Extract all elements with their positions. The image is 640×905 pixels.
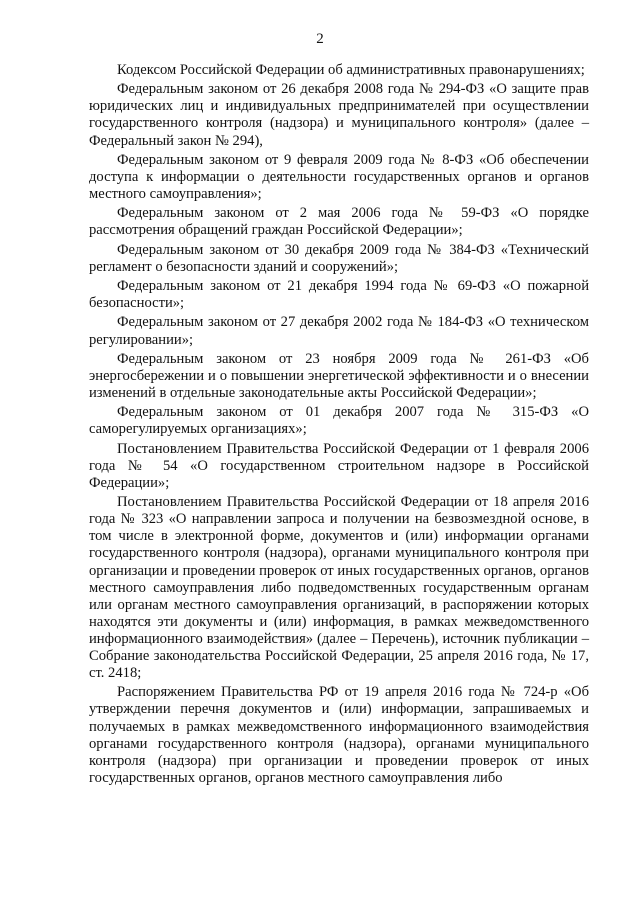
paragraph-law-315: Федеральным законом от 01 декабря 2007 года № 315-ФЗ «О саморегулируемых организациях»; xyxy=(89,404,589,438)
paragraph-law-184: Федеральным законом от 27 декабря 2002 года № 184-ФЗ «О техническом регулировании»; xyxy=(89,314,589,348)
paragraph-law-384: Федеральным законом от 30 декабря 2009 года № 384-ФЗ «Технический регламент о безопасности зданий и сооружений»; xyxy=(89,241,589,275)
paragraph-resolution-54: Постановлением Правительства Российской Федерации от 1 февраля 2006 года № 54 «О государственном строительном надзоре в Российской Федерации»; xyxy=(89,440,589,491)
document-body xyxy=(89,62,589,789)
paragraph-law-261: Федеральным законом от 23 ноября 2009 года № 261-ФЗ «Об энергосбережении и о повышении энергетической эффективности и о внесении изменений в отдельные законодательные акты Российской Федерации»; xyxy=(89,350,589,401)
paragraph-order-724: Распоряжением Правительства РФ от 19 апреля 2016 года № 724-р «Об утверждении перечня документов и (или) информации, запрашиваемых и получаемых в рамках межведомственного информационного взаимодействия органами государственного контроля (надзора), органами муниципального контроля (надзора) при организации и проведении проверок от иных государственных органов, органов местного самоуправления либо xyxy=(89,684,589,786)
paragraph-law-59: Федеральным законом от 2 мая 2006 года № 59-ФЗ «О порядке рассмотрения обращений граждан Российской Федерации»; xyxy=(89,205,589,239)
paragraph-law-294: Федеральным законом от 26 декабря 2008 года № 294-ФЗ «О защите прав юридических лиц и индивидуальных предпринимателей при осуществлении государственного контроля (надзора) и муниципального контроля» (далее – Федеральный закон № 294), xyxy=(89,81,589,149)
paragraph-administrative-code: Кодексом Российской Федерации об административных правонарушениях; xyxy=(117,62,585,78)
paragraph-law-8: Федеральным законом от 9 февраля 2009 года № 8-ФЗ «Об обеспечении доступа к информации о деятельности государственных органов и органов местного самоуправления»; xyxy=(89,151,589,203)
paragraph-law-69: Федеральным законом от 21 декабря 1994 года № 69-ФЗ «О пожарной безопасности»; xyxy=(89,278,589,312)
page-number: 2 xyxy=(316,31,324,47)
paragraph-resolution-323: Постановлением Правительства Российской Федерации от 18 апреля 2016 года № 323 «О направлении запроса и получении на безвозмездной основе, в том числе в электронной форме, документов и (или) информации органами государственного контроля (надзора), органами муниципального контроля при организации и проведении проверок от иных государственных органов, органов местного самоуправления либо подведомственных государственным органам или органам местного самоуправления организаций, в распоряжении которых находятся эти документы и (или) информация, в рамках межведомственного информационного взаимодействия» (далее – Перечень), источник публикации – Собрание законодательства Российской Федерации, 25 апреля 2016 года, № 17, ст. 2418; xyxy=(89,494,589,682)
